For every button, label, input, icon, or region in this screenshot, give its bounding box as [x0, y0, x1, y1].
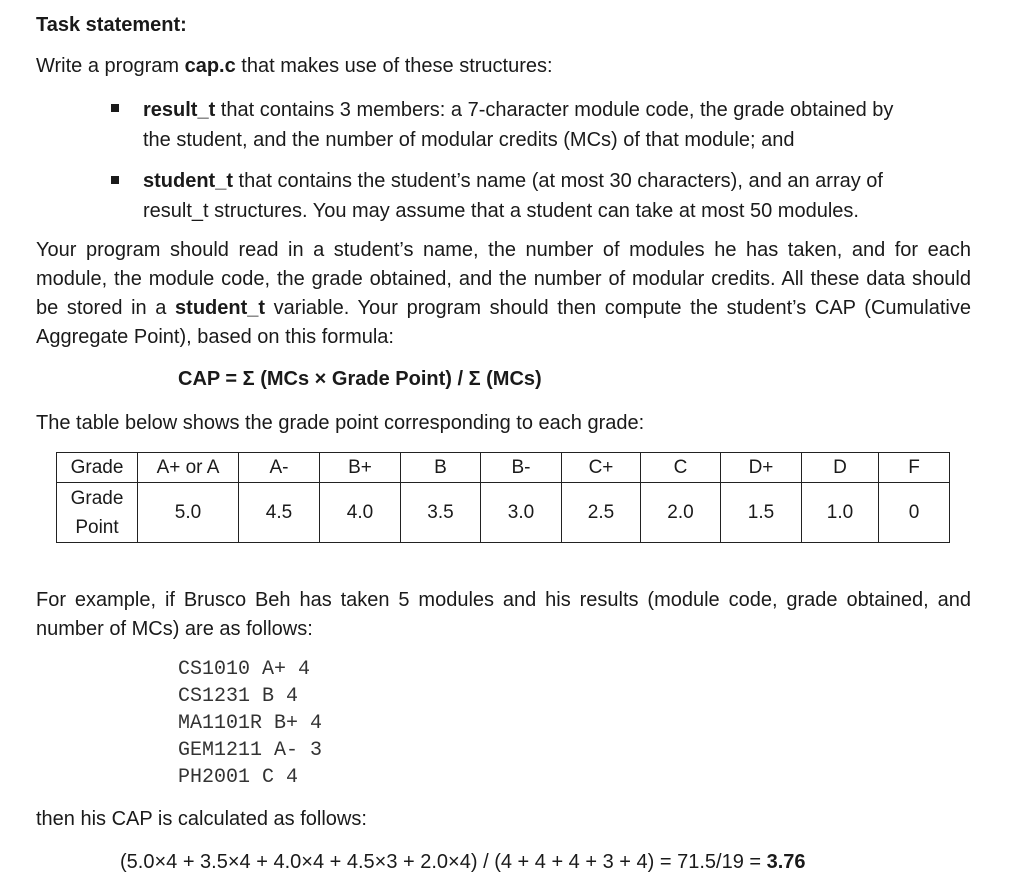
- bullet-student-t: [143, 166, 983, 226]
- task-heading: Task statement:: [36, 14, 187, 36]
- grade-cell: B: [401, 453, 481, 483]
- bullet-marker-1: [111, 104, 119, 112]
- bullet-2-line1: that contains the student’s name (at most 30 characters), and an array of: [233, 170, 883, 192]
- para-post: variable. Your program should then compute the student’s CAP (Cumulative Aggregate Point), based on this formula:: [36, 297, 971, 348]
- grade-row-header: Grade: [57, 453, 138, 483]
- intro-line: [36, 55, 553, 78]
- calc-result: 3.76: [766, 851, 806, 873]
- point-cell: 3.5: [401, 483, 481, 543]
- code-line: CS1010 A+ 4: [178, 658, 311, 681]
- grade-cell: B-: [481, 453, 562, 483]
- code-line: GEM1211 A- 3: [178, 739, 323, 762]
- intro-filename: cap.c: [184, 55, 236, 77]
- para-struct: student_t: [175, 297, 266, 319]
- intro-post: that makes use of these structures:: [235, 55, 553, 77]
- point-cell: 1.5: [721, 483, 802, 543]
- cap-calculation: [120, 851, 806, 874]
- grade-cell: D+: [721, 453, 802, 483]
- point-cell: 2.5: [562, 483, 641, 543]
- grade-point-row: [57, 483, 950, 543]
- para-pre: Your program should read in a student’s name, the number of modules he has taken, and for each module, the module code, the grade obtained, and the number of modular credits. All these data should be stored in a: [36, 239, 971, 319]
- grade-point-header-line2: Point: [75, 516, 119, 538]
- grade-point-header-line1: Grade: [70, 487, 124, 509]
- description-paragraph: [36, 236, 971, 352]
- bullet-1-line1: that contains 3 members: a 7-character module code, the grade obtained by: [215, 99, 894, 121]
- calc-expression: (5.0×4 + 3.5×4 + 4.0×4 + 4.5×3 + 2.0×4) / (4 + 4 + 4 + 3 + 4) = 71.5/19 =: [120, 851, 767, 873]
- point-cell: 5.0: [138, 483, 239, 543]
- grade-point-table: [56, 452, 950, 543]
- code-line: MA1101R B+ 4: [178, 712, 323, 735]
- point-cell: 1.0: [802, 483, 879, 543]
- table-intro: The table below shows the grade point corresponding to each grade:: [36, 412, 645, 434]
- point-cell: 2.0: [641, 483, 721, 543]
- grade-cell: F: [879, 453, 950, 483]
- grade-row: [57, 453, 950, 483]
- then-line: then his CAP is calculated as follows:: [36, 808, 367, 830]
- grade-cell: B+: [320, 453, 401, 483]
- point-cell: 0: [879, 483, 950, 543]
- point-cell: 4.5: [239, 483, 320, 543]
- bullet-result-t: [143, 95, 983, 155]
- grade-cell: A-: [239, 453, 320, 483]
- grade-cell: C: [641, 453, 721, 483]
- cap-formula: CAP = Σ (MCs × Grade Point) / Σ (MCs): [178, 368, 542, 390]
- grade-cell: A+ or A: [138, 453, 239, 483]
- bullet-1-term: result_t: [143, 99, 216, 121]
- example-paragraph: For example, if Brusco Beh has taken 5 modules and his results (module code, grade obtained, and number of MCs) are as follows:: [36, 589, 971, 640]
- intro-pre: Write a program: [36, 55, 185, 77]
- point-cell: 3.0: [481, 483, 562, 543]
- bullet-2-term: student_t: [143, 170, 233, 192]
- point-cell: 4.0: [320, 483, 401, 543]
- code-line: PH2001 C 4: [178, 766, 299, 789]
- code-line: CS1231 B 4: [178, 685, 299, 708]
- bullet-marker-2: [111, 176, 119, 184]
- grade-cell: C+: [562, 453, 641, 483]
- grade-cell: D: [802, 453, 879, 483]
- bullet-1-line2: the student, and the number of modular credits (MCs) of that module; and: [143, 129, 795, 151]
- sample-input-block: [178, 656, 322, 791]
- grade-point-row-header: [57, 483, 138, 543]
- bullet-2-line2: result_t structures. You may assume that a student can take at most 50 modules.: [143, 200, 859, 222]
